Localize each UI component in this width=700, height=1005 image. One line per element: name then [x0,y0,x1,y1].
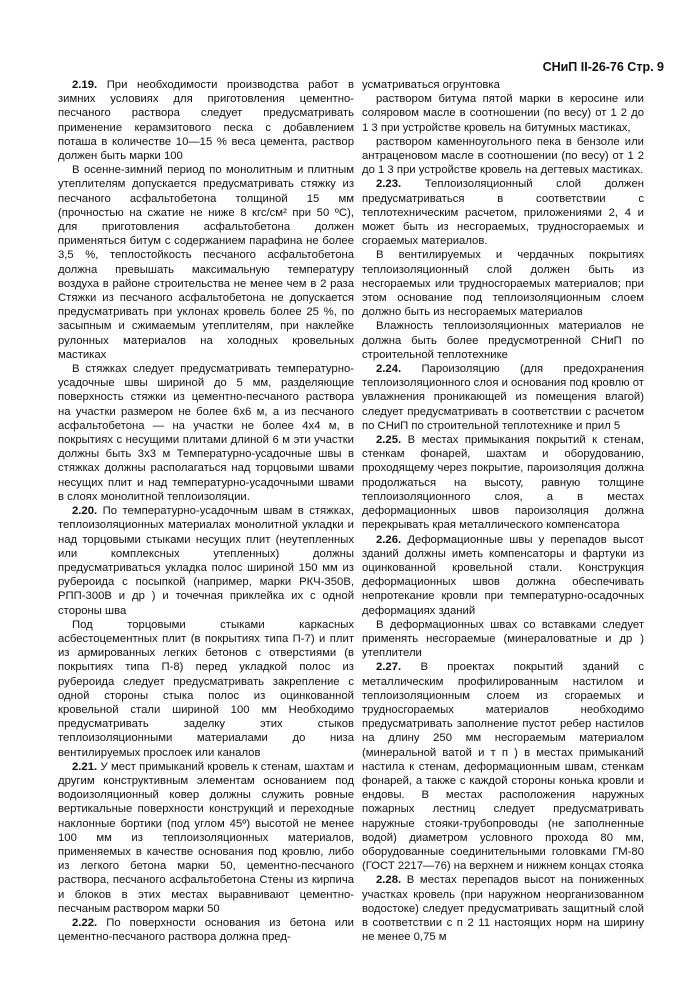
right-column [362,78,644,944]
page-header: СНиП II-26-76 Стр. 9 [542,60,664,74]
paragraph [362,92,644,135]
paragraph [58,618,354,760]
paragraph-text: У мест примыканий кровель к стенам, шахтам и другим конструктивным элементам основанием под водоизоляционный ковер должны служить ровные вертикальные поверхности конструкций и переходные наклонные бортики (под углом 45º) высотой не менее 100 мм из теплоизоляционных материалов, применяемых в качестве основания под кровлю, либо из легкого бетона марки 50, цементно-песчаного раствора, песчаного асфальтобетона Стены из кирпича и блоков в этих местах выравнивают цементно-песчаным раствором марки 50 [58,760,354,915]
paragraph-text: Теплоизоляционный слой должен предусматриваться в соответствии с теплотехническим расчетом, приложениями 2, 4 и может быть из несгораемых, трудносгораемых и сгораемых материалов. [362,178,645,248]
paragraph-text: В местах примыкания покрытий к стенам, стенкам фонарей, шахтам и оборудованию, проходящему через покрытие, пароизоляция должна продолжаться на высоту, равную толщине теплоизоляционного слоя, а в местах деформационных швов пароизоляция должна перекрывать края металлического компенсатора [362,434,645,532]
paragraph [362,319,644,362]
paragraph [362,78,644,92]
clause-number: 2.21. [72,760,98,773]
paragraph-text: Деформационные швы у перепадов высот зданий должны иметь компенсаторы и фартуки из оцинкованной кровельной стали. Конструкция деформационных швов должна обеспечивать непротекание кровли при температурно-осадочных деформациях зданий [362,533,644,617]
paragraph-text: В деформационных швах со вставками следует применять несгораемые (минераловатные и др ) утеплители [362,618,644,660]
clause-number: 2.19. [72,79,98,91]
paragraph-text: По температурно-усадочным швам в стяжках, теплоизоляционных материалах монолитной укладки и над торцовыми стыками несущих плит (неутепленных или комплексных утепленных) должны предусматриваться укладка полос шириной 150 мм из рубероида с посыпкой (например, марки РКЧ-350В, РПП-300В и др ) и точечная приклейка их с одной стороны шва [58,505,354,617]
paragraph-text: В местах перепадов высот на пониженных участках кровель (при наружном неорганизованном водостоке) следует предусматривать защитный слой в соответствии с п 2 11 настоящих норм на ширину не менее 0,75 м [362,874,644,944]
paragraph [58,504,354,618]
paragraph [58,78,354,163]
paragraph [362,362,644,433]
paragraph [58,163,354,362]
paragraph-text: В проектах покрытий зданий с металлическим профилированным настилом и теплоизоляционным слоем из сгораемых и трудносгораемых материалов необходимо предусматривать заполнение пустот ребер настилов на длину 250 мм несгораемым материалом (минеральной ватой и т п ) в местах примыканий настила к стенам, деформационным швам, стенкам фонарей, а также с каждой стороны конька кровли и ендовы. В местах расположения наружных пожарных лестниц следует предусматривать наружные стояки-трубопроводы (не заполненные водой) диаметром условного прохода 80 мм, оборудованные соединительными головками ГМ-80 (ГОСТ 2217—76) на верхнем и нижнем концах стояка [362,661,644,873]
paragraph-text: В стяжках следует предусматривать температурно-усадочные швы шириной до 5 мм, разделяющие поверхность стяжки из цементно-песчаного раствора на участки размером не более 6х6 м, а из песчаного асфальтобетона — на участки не более 4х4 м, в покрытиях с несущими плитами длиной 6 м эти участки должны быть 3х3 м Температурно-усадочные швы в стяжках должны располагаться над торцовыми швами несущих плит и над температурно-усадочными швами в слоях монолитной теплоизоляции. [58,363,354,503]
paragraph [362,533,644,618]
paragraph-text: В вентилируемых и чердачных покрытиях теплоизоляционный слой должен быть из несгораемых или трудносгораемых материалов; при этом основание под теплоизоляционным слоем должно быть из несгораемых материалов [362,249,644,319]
left-column [58,78,354,944]
paragraph-text: раствором каменноугольного пека в бензоле или антраценовом масле в соотношении (по весу) от 1 2 до 1 3 при устройстве кровель на дегтевых мастиках. [362,135,644,177]
paragraph-text: усматриваться огрунтовка [362,79,500,91]
clause-number: 2.20. [72,505,98,518]
paragraph-text: Под торцовыми стыками каркасных асбестоцементных плит (в покрытиях типа П-7) и плит из армированных легких бетонов с отверстиями (в покрытиях типа П-8) перед укладкой полос из рубероида следует предусматривать закрепление с одной стороны стыка полос из оцинкованной кровельной стали шириной 100 мм Необходимо предусматривать заделку этих стыков теплоизоляционными материалами до низа вентилируемых прослоек или каналов [58,618,354,759]
paragraph-text: По поверхности основания из бетона или цементно-песчаного раствора должна пред- [58,916,354,944]
clause-number: 2.23. [376,178,402,191]
paragraph-text: В осенне-зимний период по монолитным и плитным утеплителям допускается предусматривать стяжку из песчаного асфальтобетона толщиной 15 мм (прочностью на сжатие не ниже 8 кгс/см² при 50 ºС), для приготовления асфальтобетона должен применяться битум с содержанием парафина не более 3,5 %, теплостойкость песчаного асфальтобетона должна превышать максимальную температуру воздуха в районе строительства не менее чем в 2 раза Стяжки из песчаного асфальтобетона не допускается предусматривать при уклонах кровель более 25 %, по засыпным и сжимаемым утеплителям, при наклейке рулонных материалов на холодных кровельных мастиках [58,164,354,361]
clause-number: 2.22. [72,916,98,929]
clause-number: 2.28. [376,874,402,887]
paragraph [58,916,354,944]
paragraph [58,362,354,504]
clause-number: 2.25. [376,434,402,447]
paragraph [362,248,644,319]
clause-number: 2.27. [376,661,402,674]
paragraph [362,135,644,178]
paragraph [362,618,644,661]
paragraph [362,177,644,248]
paragraph-text: Влажность теплоизоляционных материалов не должна быть более предусмотренной СНиП по строительной теплотехнике [362,320,644,361]
clause-number: 2.24. [376,363,402,376]
paragraph-text: раствором битума пятой марки в керосине или соляровом масле в соотношении (по весу) от 1 2 до 1 3 при устройстве кровель на битумных мастиках, [362,93,644,134]
paragraph-text: При необходимости производства работ в зимних условиях для приготовления цементно-песчаного раствора следует предусматривать применение керамзитового песка с добавлением поташа в количестве 10—15 % веса цемента, раствор должен быть марки 100 [58,79,354,163]
paragraph [58,760,354,916]
paragraph [362,660,644,873]
paragraph [362,433,644,532]
paragraph-text: Пароизоляцию (для предохранения теплоизоляционного слоя и основания под кровлю от увлажнения проникающей из помещения влагой) следует предусматривать в соответствии с расчетом по СНиП по строительной теплотехнике и прил 5 [362,363,644,432]
paragraph [362,873,644,944]
clause-number: 2.26. [376,533,402,546]
